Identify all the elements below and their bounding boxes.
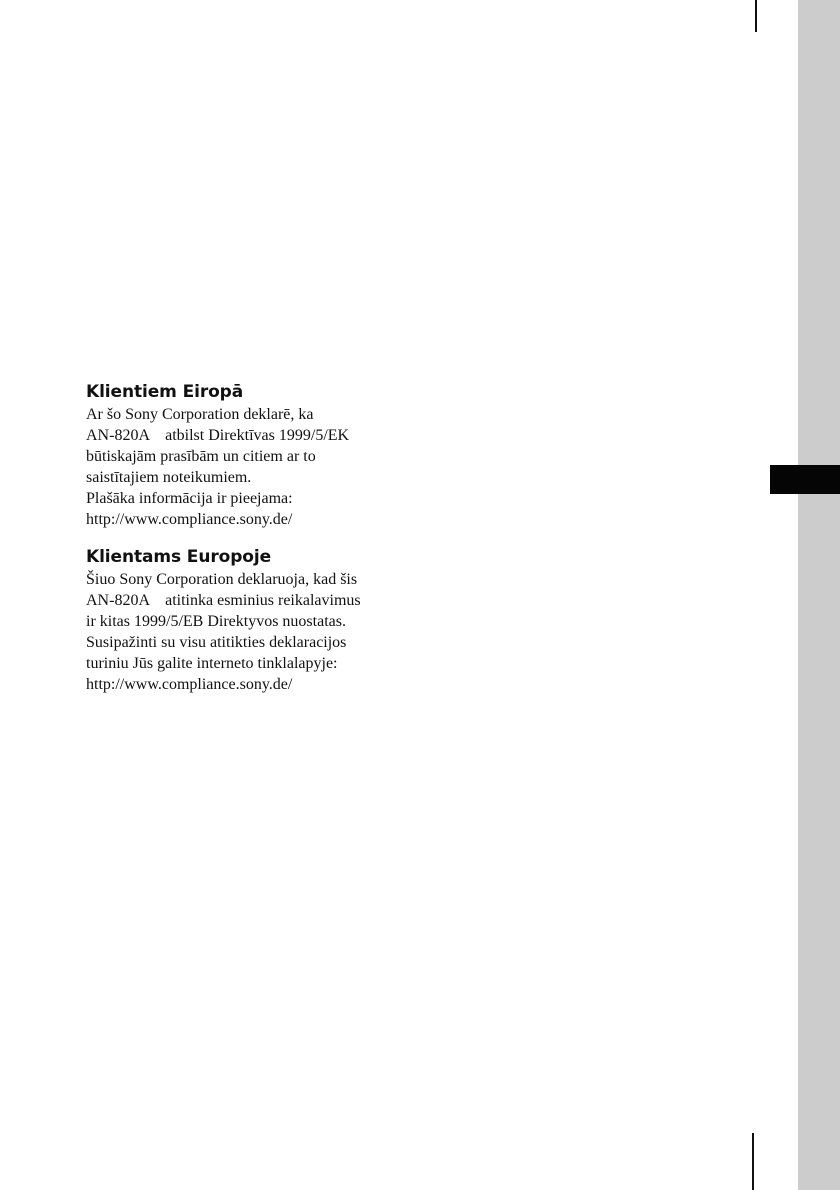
latvian-declaration-line-3: būtiskajām prasībām un citiem ar to (86, 448, 316, 465)
lithuanian-declaration-line-3: ir kitas 1999/5/EB Direktyvos nuostatas. (86, 613, 346, 630)
latvian-declaration-line-4: saistītajiem noteikumiem. (86, 469, 252, 486)
latvian-declaration-line-2: AN-820A atbilst Direktīvas 1999/5/EK (86, 427, 350, 444)
lithuanian-declaration-line-4: Susipažinti su visu atitikties deklaracijos (86, 634, 347, 651)
latvian-declaration-line-1: Ar šo Sony Corporation deklarē, ka (86, 406, 314, 423)
lithuanian-declaration-line-1: Šiuo Sony Corporation deklaruoja, kad šis (86, 571, 358, 588)
language-section-tab (770, 465, 840, 494)
latvian-declaration-heading: Klientiem Eiropā (86, 382, 244, 402)
latvian-compliance-url: http://www.compliance.sony.de/ (86, 511, 293, 528)
latvian-declaration-line-5: Plašāka informācija ir pieejama: (86, 490, 293, 507)
lithuanian-declaration-line-5: turiniu Jūs galite interneto tinklalapyje: (86, 655, 338, 672)
crop-mark-top (755, 0, 757, 32)
latvian-declaration-section (86, 380, 416, 530)
crop-mark-bottom (752, 1133, 754, 1190)
lithuanian-compliance-url: http://www.compliance.sony.de/ (86, 676, 293, 693)
lithuanian-declaration-line-2: AN-820A atitinka esminius reikalavimus (86, 592, 361, 609)
lithuanian-declaration-heading: Klientams Europoje (86, 547, 271, 567)
page-side-strip (798, 0, 840, 1190)
lithuanian-declaration-section (86, 545, 416, 695)
